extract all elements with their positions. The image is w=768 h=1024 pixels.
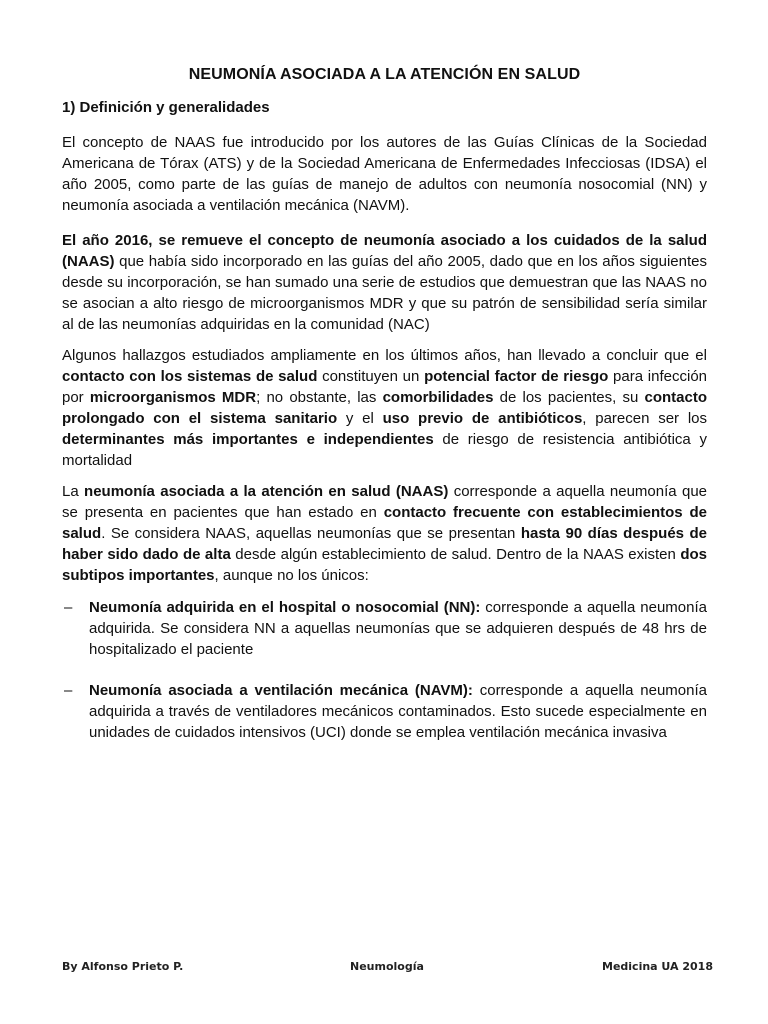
list-item bbox=[62, 597, 707, 660]
section-heading: 1) Definición y generalidades bbox=[62, 99, 270, 116]
list-item-rest: corresponde a aquella neumonía adquirida a través de ventiladores mecánicos contaminados. Esto sucede especialmente en unidades de cuidados intensivos (UCI) donde se emplea ventilación mecánica invasiva bbox=[89, 682, 707, 741]
p4-bold: contacto frecuente con establecimientos de salud bbox=[62, 504, 707, 542]
p3-text: ; no obstante, las bbox=[256, 389, 383, 406]
p3-text: de los pacientes, su bbox=[493, 389, 645, 406]
paragraph-3 bbox=[62, 345, 707, 471]
p3-bold: determinantes más importantes e independientes bbox=[62, 431, 434, 448]
paragraph-2 bbox=[62, 230, 707, 335]
paragraph-1 bbox=[62, 132, 707, 216]
p4-bold: neumonía asociada a la atención en salud (NAAS) bbox=[84, 483, 449, 500]
dash-bullet: – bbox=[64, 599, 73, 616]
footer-subject: Neumología bbox=[350, 960, 424, 973]
p3-text: de riesgo de resistencia antibiótica y mortalidad bbox=[62, 431, 707, 469]
p3-bold: potencial factor de riesgo bbox=[424, 368, 609, 385]
list-item-rest: corresponde a aquella neumonía adquirida. Se considera NN a aquellas neumonías que se adquieren después de 48 hrs de hospitalizado el paciente bbox=[89, 599, 707, 658]
p4-text: . Se considera NAAS, aquellas neumonías que se presentan bbox=[101, 525, 521, 542]
paragraph-1-text: El concepto de NAAS fue introducido por los autores de las Guías Clínicas de la Sociedad Americana de Tórax (ATS) y de la Sociedad Americana de Enfermedades Infecciosas (IDSA) el año 2005, como parte de las guías de manejo de adultos con neumonía nosocomial (NN) y neumonía asociada a ventilación mecánica (NAVM). bbox=[62, 134, 707, 214]
p3-text: para infección por bbox=[62, 368, 707, 406]
list-item-text bbox=[89, 680, 707, 743]
p3-bold: comorbilidades bbox=[382, 389, 494, 406]
paragraph-4 bbox=[62, 481, 707, 586]
dash-bullet: – bbox=[64, 682, 73, 699]
p3-bold: contacto prolongado con el sistema sanitario bbox=[62, 389, 707, 427]
list-item-bold: Neumonía adquirida en el hospital o nosocomial (NN): bbox=[89, 599, 481, 616]
p4-text: , aunque no los únicos: bbox=[214, 567, 369, 584]
page-title: NEUMONÍA ASOCIADA A LA ATENCIÓN EN SALUD bbox=[188, 66, 581, 83]
paragraph-2-text: que había sido incorporado en las guías del año 2005, dado que en los años siguientes desde su incorporación, se han sumado una serie de estudios que demuestran que las NAAS no se asocian a alto riesgo de microorganismos MDR y que su patrón de sensibilidad sería similar al de las neumonías adquiridas en la comunidad (NAC) bbox=[62, 253, 707, 333]
footer-course: Medicina UA 2018 bbox=[602, 960, 713, 973]
list-item-bold: Neumonía asociada a ventilación mecánica (NAVM): bbox=[89, 682, 473, 699]
paragraph-2-bold: El año 2016, se remueve el concepto de neumonía asociado a los cuidados de la salud (NAAS) bbox=[62, 232, 707, 270]
p3-bold: contacto con los sistemas de salud bbox=[62, 368, 318, 385]
p3-bold: microorganismos MDR bbox=[89, 389, 257, 406]
p4-text: desde algún establecimiento de salud. Dentro de la NAAS existen bbox=[230, 546, 681, 563]
p3-text: , parecen ser los bbox=[582, 410, 707, 427]
list-item bbox=[62, 680, 707, 743]
list-item-text bbox=[89, 597, 707, 660]
p4-text: La bbox=[62, 483, 85, 500]
p3-text: constituyen un bbox=[317, 368, 425, 385]
p4-text: corresponde a aquella neumonía que se presenta en pacientes que han estado en bbox=[62, 483, 708, 521]
p3-text: y el bbox=[337, 410, 383, 427]
p3-bold: uso previo de antibióticos bbox=[382, 410, 583, 427]
p3-text: Algunos hallazgos estudiados ampliamente en los últimos años, han llevado a concluir que el bbox=[62, 347, 707, 364]
p4-bold: dos subtipos importantes bbox=[62, 546, 707, 584]
footer-author: By Alfonso Prieto P. bbox=[62, 960, 184, 973]
p4-bold: hasta 90 días después de haber sido dado de alta bbox=[62, 525, 707, 563]
